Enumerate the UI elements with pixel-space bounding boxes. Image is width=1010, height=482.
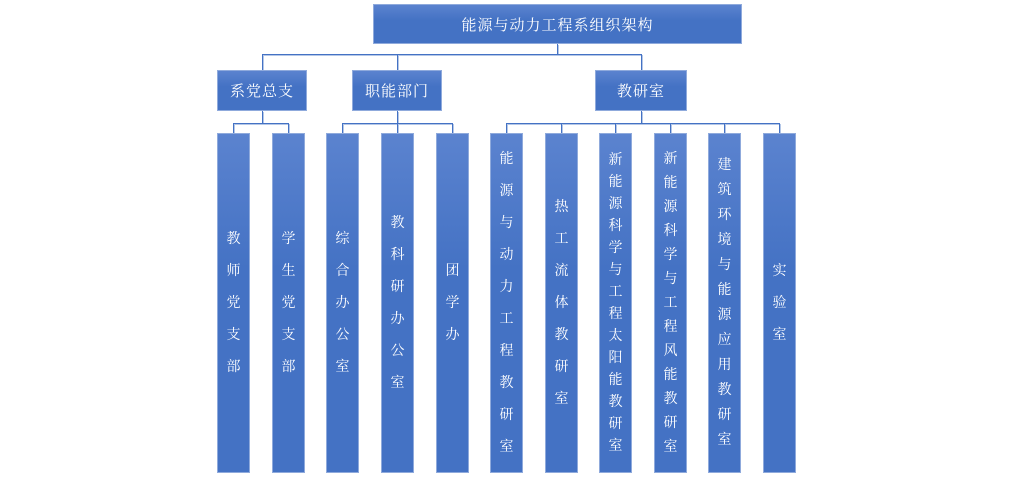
connector-line [641,54,642,70]
connector-line [641,111,642,123]
connector-line [452,123,453,133]
connector-line [397,123,398,133]
node-party-committee: 系党总支 [217,70,307,111]
connector-line [288,123,289,133]
node-new-energy-solar-office [599,133,637,473]
node-teaching-research-admin-office [381,133,414,473]
node-teacher-party-branch [217,133,250,473]
node-building-environment-energy-office [708,133,741,473]
node-thermal-fluid-office [545,133,578,473]
connector-line [262,111,263,123]
node-label: 建筑环境与能源应用教研室 [717,157,732,448]
connector-line [557,44,558,54]
node-energy-power-engineering-office [490,133,523,473]
node-functional-departments: 职能部门 [352,70,442,111]
connector-line [342,123,343,133]
connector-line [233,123,288,124]
connector-line [724,123,725,133]
node-label: 热工流体教研室 [554,199,569,407]
node-label: 新能源科学与工程风能教研室 [663,151,678,455]
node-label: 教师党支部 [226,231,241,375]
node-label: 能源与动力工程教研室 [499,151,514,455]
connector-line [262,54,263,70]
node-laboratory [763,133,796,473]
connector-line [670,123,671,133]
connector-line [233,123,234,133]
connector-line [506,123,780,124]
node-label: 综合办公室 [335,231,350,375]
connector-line [262,54,641,55]
connector-line [561,123,562,133]
node-label: 实验室 [772,263,787,343]
connector-line [779,123,780,133]
node-label: 新能源科学与工程太阳能 教研室 [608,152,637,454]
node-new-energy-wind-office [654,133,687,473]
node-general-office [326,133,359,473]
node-teaching-research-offices: 教研室 [595,70,687,111]
connector-line [397,54,398,70]
connector-line [615,123,616,133]
connector-line [506,123,507,133]
node-student-party-branch [272,133,305,473]
node-label: 教科研办公室 [390,215,405,391]
node-label: 学生党支部 [281,231,296,375]
connector-line [397,111,398,123]
node-youth-league-student-office [436,133,469,473]
node-label: 团学办 [445,263,460,343]
node-root-title: 能源与动力工程系组织架构 [373,4,742,44]
